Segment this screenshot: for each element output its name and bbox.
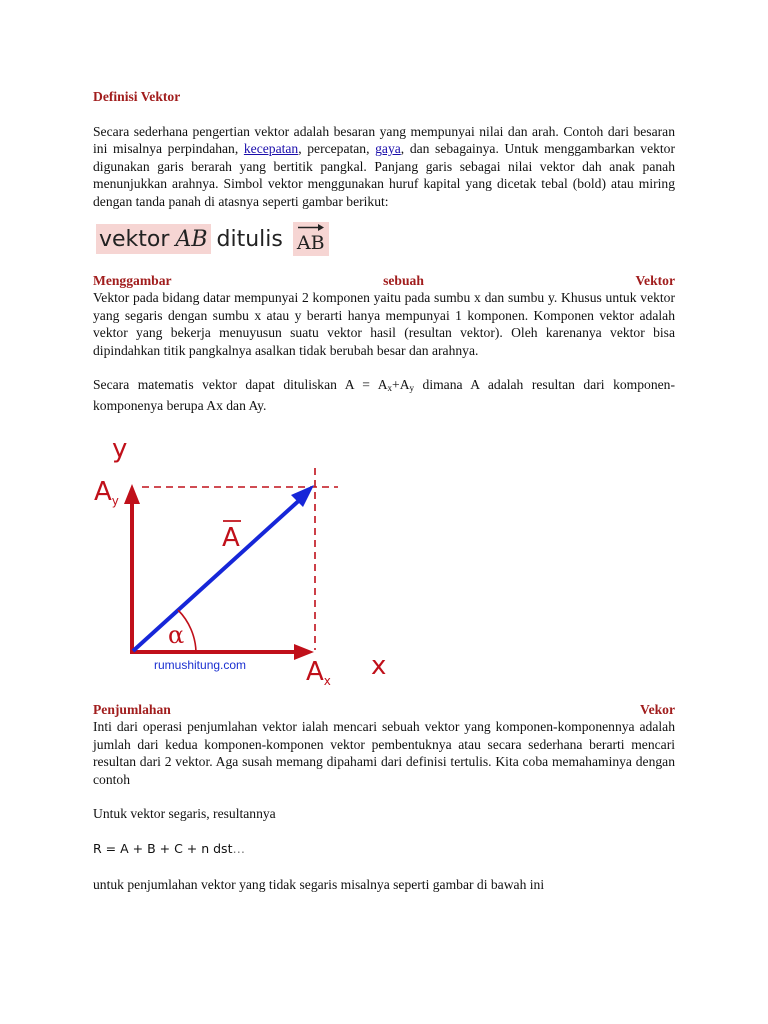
- section-menggambar: [93, 272, 675, 415]
- notation-ab-letters: AB: [296, 232, 325, 254]
- ay-label: [94, 477, 119, 508]
- notation-ab-italic: AB: [175, 226, 208, 252]
- heading-word-2: sebuah: [383, 273, 424, 288]
- heading-word-vekor: Vekor: [640, 702, 675, 717]
- vector-notation-image: [96, 222, 329, 256]
- overhead-arrow-icon: [297, 223, 325, 232]
- heading-word-penjumlahan: Penjumlahan: [93, 702, 171, 717]
- paragraph-komponen-vektor: Vektor pada bidang datar mempunyai 2 komponen yaitu pada sumbu x dan sumbu y. Khusus untuk vektor yang segaris dengan sumbu x atau y berarti hanya mempunyai 1 komponen. Komponen vektor adalah vektor yang bekerja menuyusun suatu vektor hasil (resultan vektor). Oleh karenanya vektor bisa dipindahkan titik pangkalnya asalkan tidak berubah besar dan arahnya.: [93, 290, 675, 358]
- link-gaya[interactable]: gaya: [375, 141, 401, 157]
- resultant-vector: [133, 496, 304, 651]
- formula-text-b: dimana A adalah resultan dari komponen-komponenya berupa Ax dan Ay.: [93, 377, 675, 414]
- formula-resultan-text: R = A + B + C + n dst: [93, 841, 233, 857]
- paragraph-definisi-part-a: Secara sederhana pengertian vektor adalah besaran yang mempunyai nilai dan arah. Contoh dari besaran ini misalnya perpindahan,: [93, 124, 675, 157]
- y-axis-arrowhead: [124, 484, 140, 504]
- paragraph-matematis: [93, 376, 675, 415]
- paragraph-penjumlahan: Inti dari operasi penjumlahan vektor ialah mencari sebuah vektor yang komponen-komponennya adalah jumlah dari kedua komponen-komponen vektor pembentuknya atau secara sederhana berarti mencari resultan dari 2 vektor. Aga susah memang dipahami dari definisi tertulis. Kita coba memahaminya dengan contoh: [93, 719, 675, 787]
- ax-label: [306, 657, 331, 688]
- paragraph-definisi: [93, 123, 675, 210]
- heading-word-1: Menggambar: [93, 273, 172, 288]
- link-kecepatan[interactable]: kecepatan: [243, 141, 299, 157]
- formula-plus: +A: [392, 377, 410, 393]
- formula-resultan: [93, 840, 675, 857]
- notation-vektor-word: vektor: [99, 226, 170, 252]
- alpha-label: α: [168, 621, 185, 649]
- ax-label-main: A: [306, 657, 324, 687]
- heading-word-3: Vektor: [635, 273, 675, 288]
- formula-text-a: Secara matematis vektor dapat dituliskan A = A: [93, 377, 388, 393]
- section-penjumlahan: [93, 701, 675, 893]
- vector-diagram: [86, 432, 416, 692]
- ax-label-sub: x: [323, 674, 331, 688]
- a-bar-label: A: [222, 523, 240, 553]
- heading-definisi-vektor: Definisi Vektor: [93, 89, 181, 104]
- formula-ellipsis: …: [232, 841, 245, 857]
- heading-menggambar-sebuah-vektor: [93, 272, 675, 289]
- formula-sub-y: y: [409, 383, 415, 394]
- ay-label-main: A: [94, 477, 112, 507]
- notation-ditulis: ditulis: [216, 226, 283, 252]
- paragraph-tidak-segaris: untuk penjumlahan vektor yang tidak segaris misalnya seperti gambar di bawah ini: [93, 876, 545, 892]
- notation-ab-arrow: [293, 222, 329, 256]
- ay-label-sub: y: [111, 494, 119, 508]
- paragraph-definisi-part-c: , dan sebagainya. Untuk menggambarkan vektor digunakan garis berarah yang bertitik pangkal. Panjang garis sebagai nilai vektor dah anak panah menunjukkan arahnya. Simbol vektor menggunakan huruf kapital yang dicetak tebal (bold) atau miring dengan tanda panah di atasnya seperti gambar berikut:: [93, 141, 675, 209]
- watermark-text: rumushitung.com: [154, 658, 247, 672]
- notation-vektor-ab: [96, 224, 211, 254]
- paragraph-segaris: Untuk vektor segaris, resultannya: [93, 806, 276, 822]
- y-axis-label: y: [112, 434, 128, 464]
- paragraph-definisi-part-b: , percepatan,: [298, 141, 376, 157]
- heading-penjumlahan-vekor: [93, 701, 675, 718]
- x-axis-label: x: [371, 651, 387, 681]
- formula-sub-x: x: [387, 383, 393, 394]
